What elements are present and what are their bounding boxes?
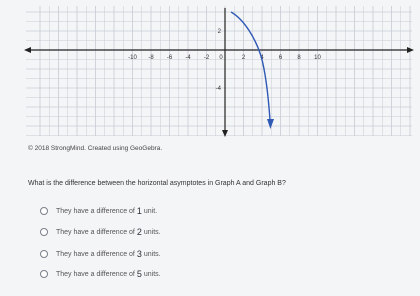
y-tick-label: -4 (215, 86, 221, 92)
x-tick-label: 10 (314, 55, 321, 61)
x-tick-label: -8 (148, 55, 154, 61)
choice-prefix: They have a difference of (56, 228, 135, 236)
choice-suffix: units. (143, 228, 161, 236)
x-tick-label: -10 (128, 55, 137, 61)
choice-number: 2 (136, 227, 142, 237)
answer-choice-3[interactable] (40, 248, 161, 260)
y-tick-label: 2 (217, 29, 221, 35)
choice-prefix: They have a difference of (56, 250, 135, 258)
answer-choice-2[interactable] (40, 226, 161, 238)
function-graph (0, 0, 420, 142)
graph-credit: © 2018 StrongMind. Created using GeoGebra. (28, 145, 163, 152)
radio-button[interactable] (40, 207, 48, 215)
x-tick-label: 2 (241, 55, 246, 61)
choice-suffix: unit. (143, 207, 158, 215)
choice-prefix: They have a difference of (56, 270, 135, 278)
radio-button[interactable] (40, 228, 48, 236)
x-tick-label: 0 (219, 55, 223, 61)
x-tick-label: -2 (203, 55, 210, 61)
choice-prefix: They have a difference of (56, 207, 135, 215)
question-text: What is the difference between the horizontal asymptotes in Graph A and Graph B? (28, 180, 286, 187)
choice-suffix: units. (143, 270, 161, 278)
x-tick-label: -6 (166, 55, 173, 61)
choice-number: 5 (136, 269, 142, 279)
x-tick-label: -4 (185, 55, 191, 61)
choice-suffix: units. (143, 250, 161, 258)
x-tick-label: 8 (297, 55, 301, 61)
radio-button[interactable] (40, 250, 48, 258)
answer-choice-4[interactable] (40, 268, 161, 280)
x-tick-label: 4 (260, 55, 264, 61)
x-tick-label: 6 (278, 55, 283, 61)
choice-number: 1 (136, 206, 142, 216)
answer-choice-1[interactable] (40, 205, 157, 217)
graph-panel (0, 0, 420, 142)
choice-number: 3 (136, 249, 142, 259)
radio-button[interactable] (40, 270, 48, 278)
